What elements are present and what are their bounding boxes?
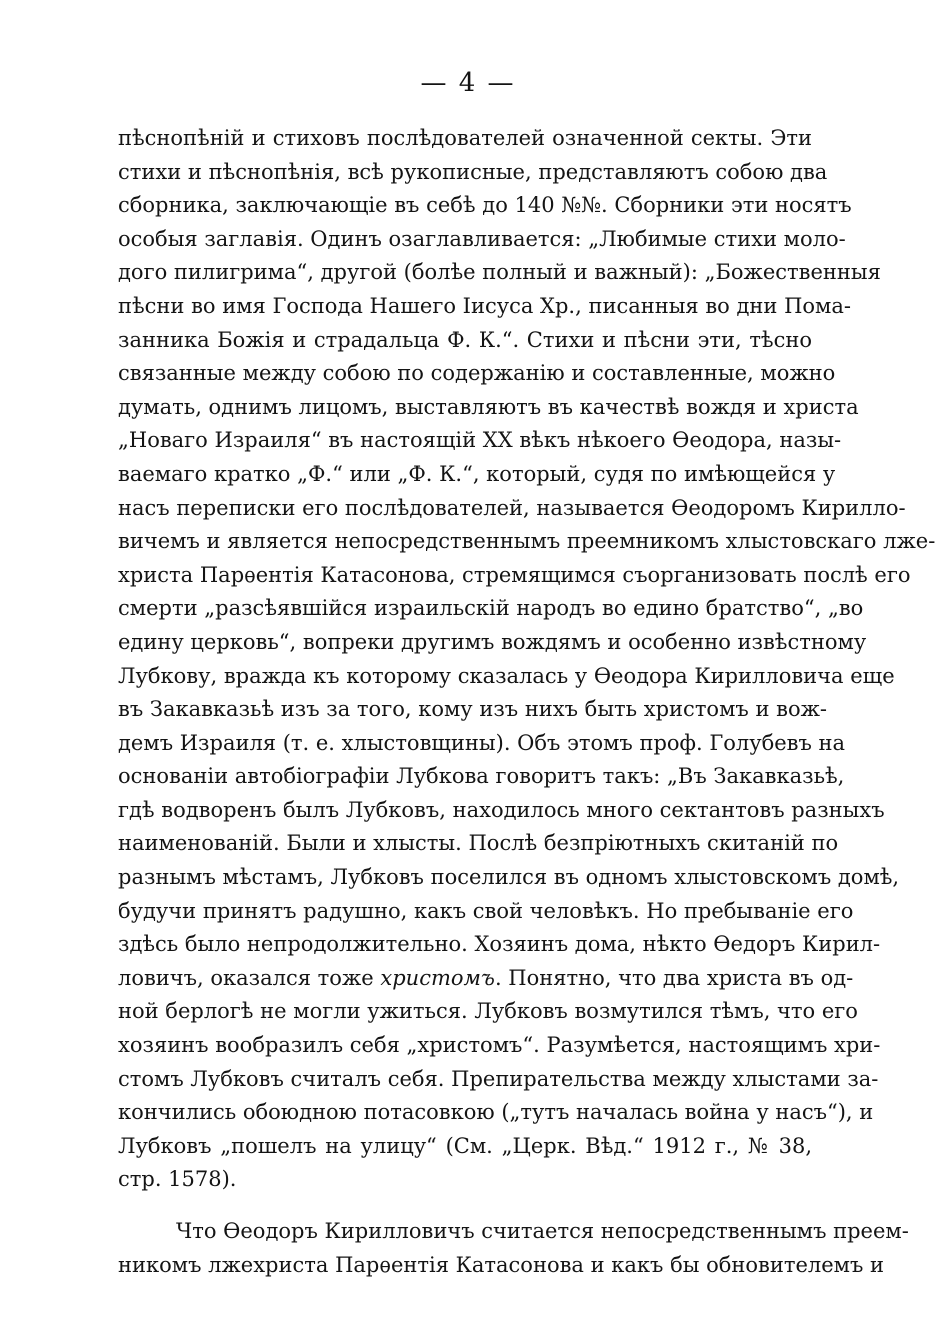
text-line: думать, однимъ лицомъ, выставляютъ въ качествѣ вождя и христа [118,394,859,419]
text-line: „Новаго Израиля“ въ настоящій XX вѣкъ нѣкоего Ѳеодора, назы- [118,428,842,453]
text-line: связанные между собою по содержанію и составленные, можно [118,361,836,386]
text-line: наименованій. Были и хлысты. Послѣ безпріютныхъ скитаній по [118,831,839,856]
text-line: стр. 1578). [118,1167,237,1192]
page-number: — 4 — [420,68,516,98]
emphasized-word: христомъ [380,965,495,990]
text-fragment: . Понятно, что два христа въ од- [494,965,854,990]
text-fragment: ловичъ, оказался тоже [118,965,374,990]
text-line: Что Ѳеодоръ Кирилловичъ считается непосредственнымъ преем- [176,1219,909,1243]
text-line: демъ Израиля (т. е. хлыстовщины). Объ этомъ проф. Голубевъ на [118,730,846,755]
text-line: кончились обоюдною потасовкою („тутъ началась война у насъ“), и [118,1100,874,1125]
paragraph-1 [118,122,936,1197]
text-line: будучи принятъ радушно, какъ свой человѣкъ. Но пребываніе его [118,898,854,923]
text-line: едину церковь“, вопреки другимъ вождямъ и особенно извѣстному [118,629,867,654]
text-line: особыя заглавія. Одинъ озаглавливается: „Любимые стихи моло- [118,226,846,251]
text-line: основаніи автобіографіи Лубкова говоритъ такъ: „Въ Закавказьѣ, [118,764,845,789]
text-line: сборника, заключающіе въ себѣ до 140 №№. Сборники эти носятъ [118,193,852,218]
text-line: христа Парѳентія Катасонова, стремящимся съорганизовать послѣ его [118,562,911,587]
text-line: пѣснопѣній и стиховъ послѣдователей означенной секты. Эти [118,126,812,150]
text-line: стихи и пѣснопѣнія, всѣ рукописные, представляютъ собою два [118,159,828,184]
text-line: насъ переписки его послѣдователей, называется Ѳеодоромъ Кирилло- [118,495,906,520]
text-line: вичемъ и является непосредственнымъ преемникомъ хлыстовскаго лже- [118,529,936,554]
text-line: ной берлогѣ не могли ужиться. Лубковъ возмутился тѣмъ, что его [118,999,858,1024]
paragraph-2 [118,1215,909,1282]
text-line: хозяинъ вообразилъ себя „христомъ“. Разумѣется, настоящимъ хри- [118,1033,881,1058]
body-text [118,122,936,1282]
text-line: въ Закавказьѣ изъ за того, кому изъ нихъ быть христомъ и вож- [118,697,827,722]
text-line: здѣсь было непродолжительно. Хозяинъ дома, нѣкто Ѳедоръ Кирил- [118,932,881,957]
text-line: Лубковъ „пошелъ на улицу“ (См. „Церк. Вѣд.“ 1912 г., № 38, [118,1133,812,1158]
text-line: дого пилигрима“, другой (болѣе полный и важный): „Божественныя [118,260,881,285]
text-line: ваемаго кратко „Ф.“ или „Ф. К.“, который, судя по имѣющейся у [118,461,836,486]
text-line: стомъ Лубковъ считалъ себя. Препирательства между хлыстами за- [118,1066,879,1091]
text-line: Лубкову, вражда къ которому сказалась у Ѳеодора Кирилловича еще [118,663,895,688]
text-line: разнымъ мѣстамъ, Лубковъ поселился въ одномъ хлыстовскомъ домѣ, [118,865,900,890]
text-line: занника Божія и страдальца Ф. К.“. Стихи и пѣсни эти, тѣсно [118,327,812,352]
text-line: смерти „разсѣявшійся израильскій народъ во едино братство“, „во [118,596,864,621]
text-line-with-emphasis [118,962,854,996]
paragraph-gap [118,1197,812,1215]
text-line: пѣсни во имя Господа Нашего Іисуса Хр., писанныя во дни Пома- [118,293,852,318]
text-line: никомъ лжехриста Парѳентія Катасонова и какъ бы обновителемъ и [118,1252,885,1277]
text-line: гдѣ водворенъ былъ Лубковъ, находилось много сектантовъ разныхъ [118,797,885,822]
